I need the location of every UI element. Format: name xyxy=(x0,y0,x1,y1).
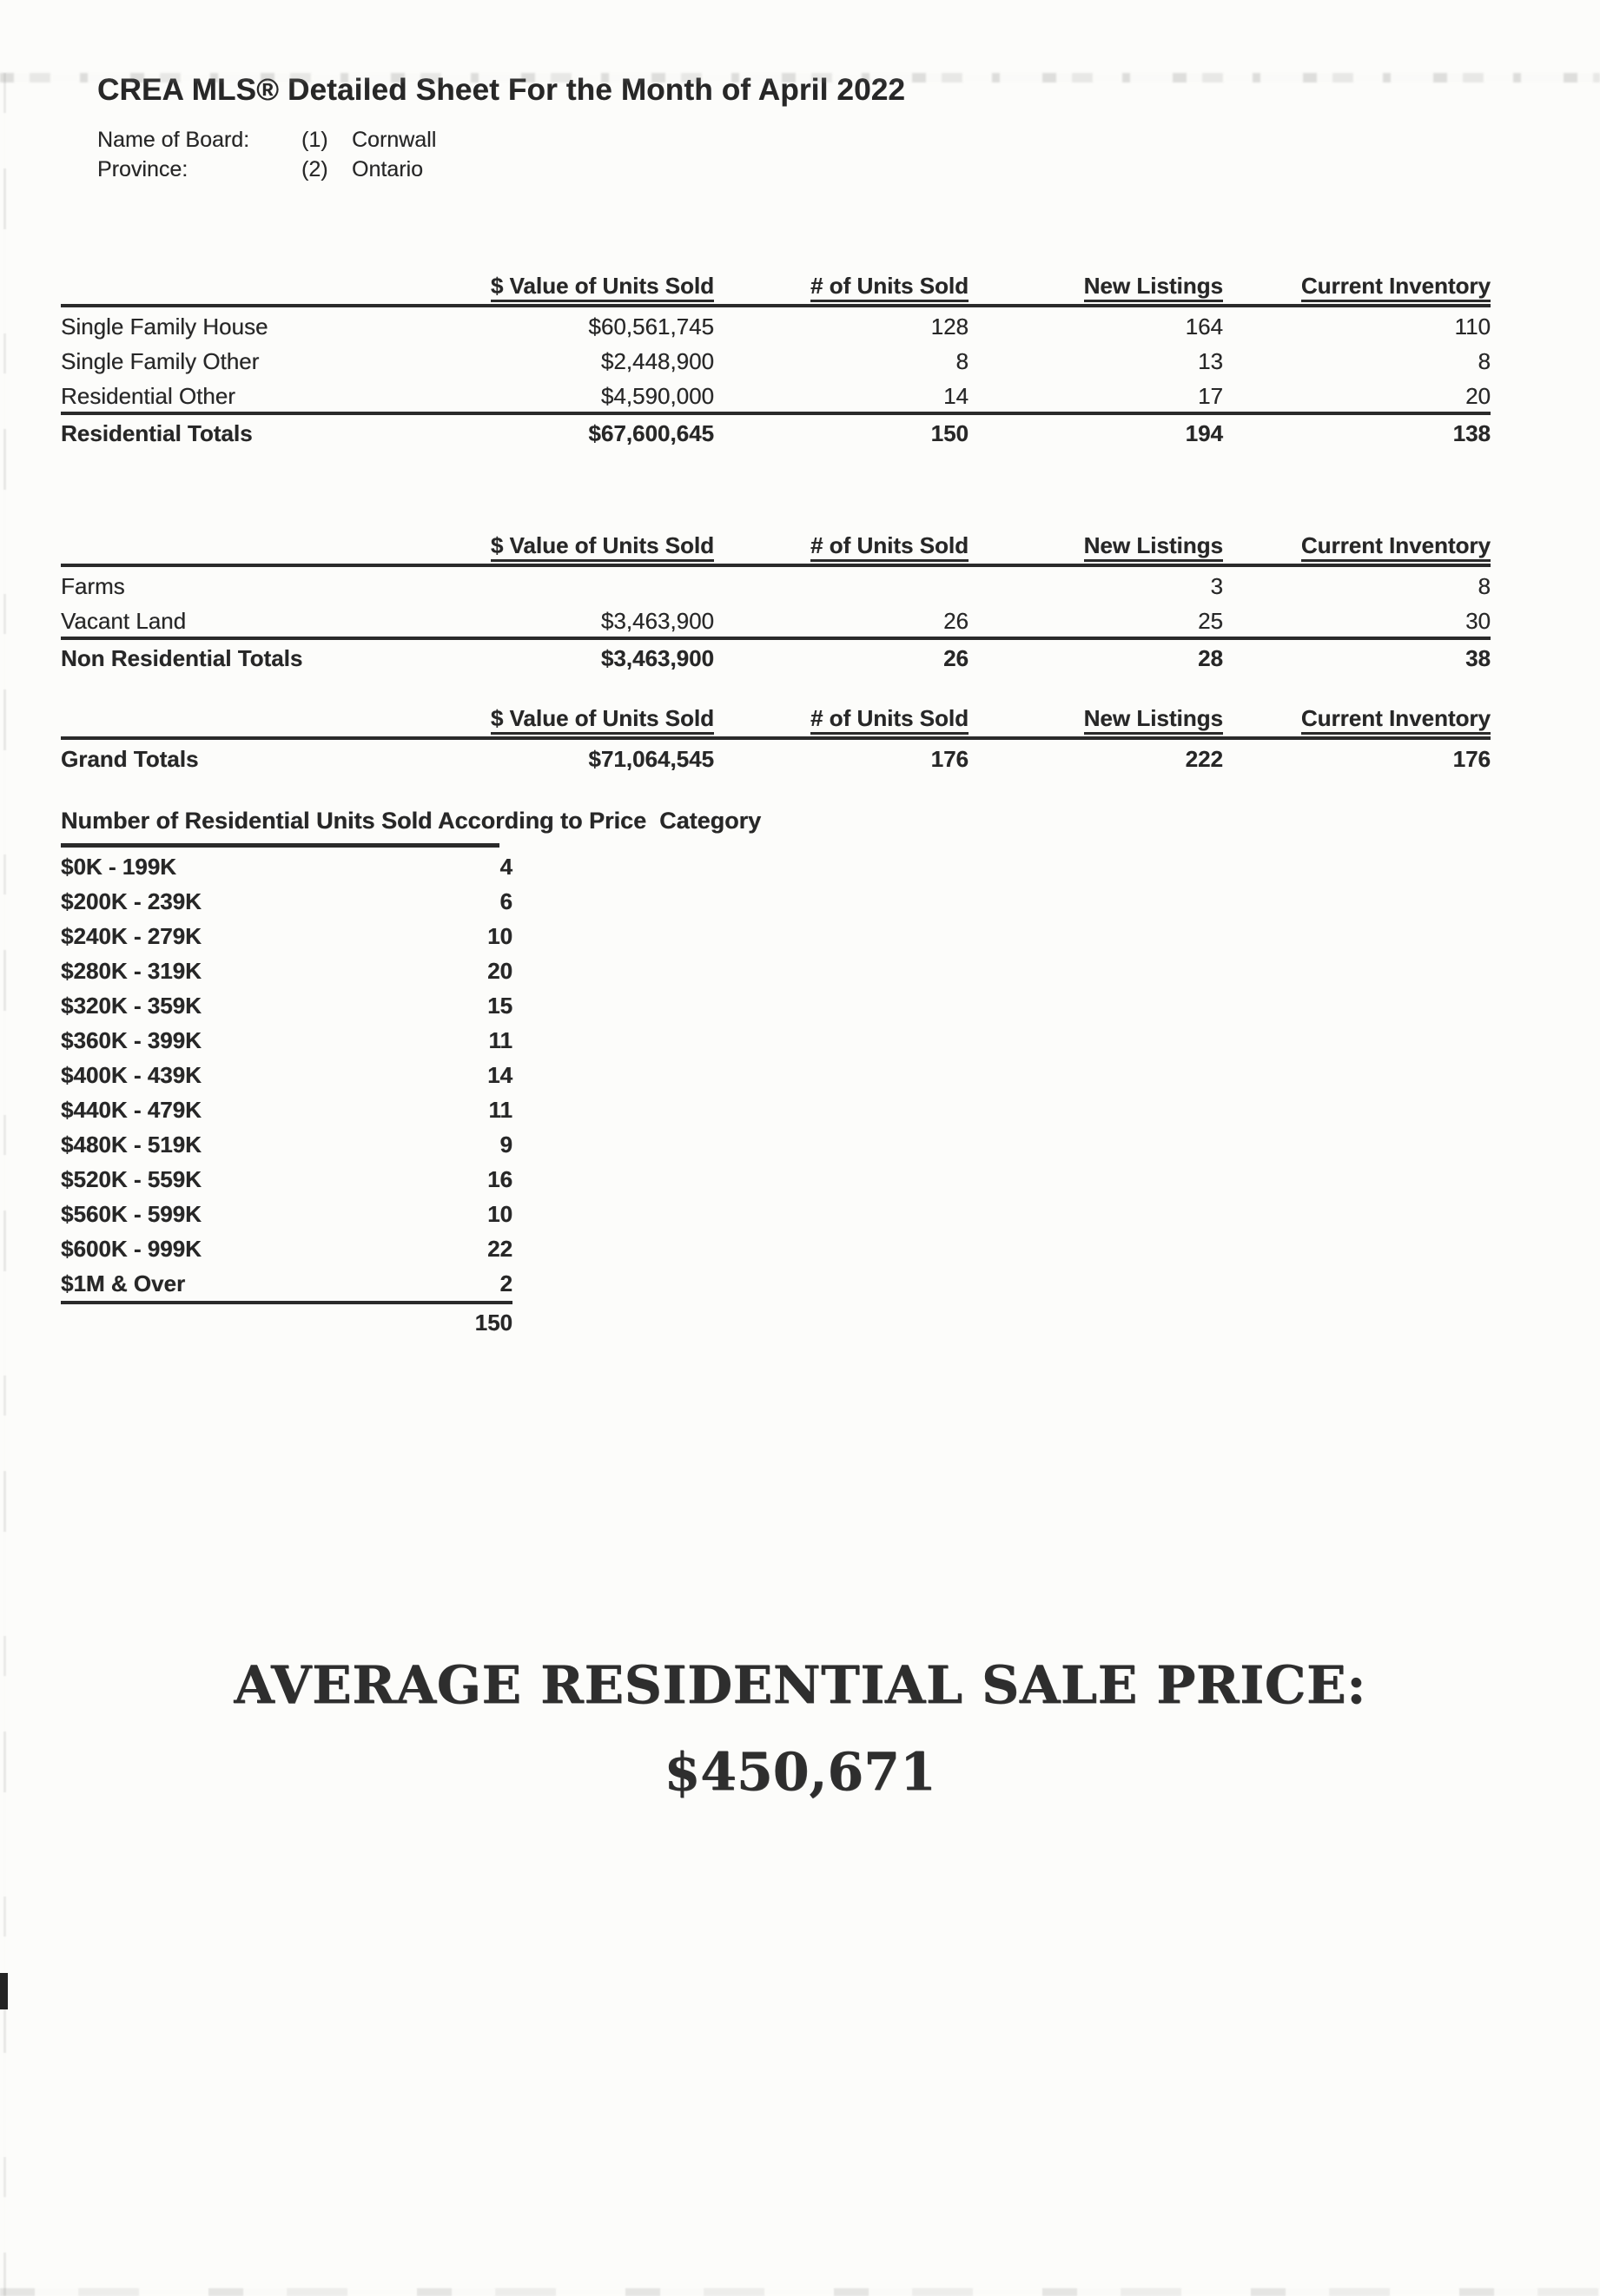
price-count: 15 xyxy=(487,993,512,1019)
empty-header-cell xyxy=(61,705,460,738)
price-row xyxy=(61,1127,512,1162)
average-price-value: $450,671 xyxy=(664,1742,936,1803)
totals-inventory: 38 xyxy=(1223,638,1491,674)
totals-new-listings: 28 xyxy=(969,638,1223,674)
row-inventory: 110 xyxy=(1454,313,1491,340)
province-number: (2) xyxy=(301,157,328,181)
row-units: 14 xyxy=(943,383,969,409)
row-new-listings: 164 xyxy=(1185,313,1223,340)
column-header-inventory: Current Inventory xyxy=(1223,532,1491,565)
price-row xyxy=(61,1231,512,1266)
price-category-title: Number of Residential Units Sold According to Price Category xyxy=(61,808,762,834)
price-count: 2 xyxy=(499,1270,512,1296)
row-new-listings: 3 xyxy=(1210,573,1223,599)
province-label: Province: xyxy=(97,157,188,181)
price-count: 22 xyxy=(487,1236,512,1262)
table-row xyxy=(61,602,1491,638)
price-category-table xyxy=(61,849,512,1340)
page-title: CREA MLS® Detailed Sheet For the Month of April 2022 xyxy=(97,73,906,107)
price-category-rule xyxy=(61,843,499,848)
price-count: 10 xyxy=(487,1201,512,1227)
totals-value: $67,600,645 xyxy=(460,413,714,449)
row-value: $2,448,900 xyxy=(600,348,714,374)
table-row xyxy=(61,306,1491,342)
table-row xyxy=(61,377,1491,413)
price-count: 11 xyxy=(488,1027,512,1053)
row-inventory: 8 xyxy=(1478,573,1491,599)
column-header-new-listings: New Listings xyxy=(969,273,1223,306)
board-value: Cornwall xyxy=(352,128,437,152)
row-value: $3,463,900 xyxy=(600,608,714,634)
table-row xyxy=(61,342,1491,377)
price-row xyxy=(61,1162,512,1197)
row-units: 128 xyxy=(930,313,969,340)
column-header-new-listings: New Listings xyxy=(969,705,1223,738)
price-range: $480K - 519K xyxy=(61,1132,202,1158)
row-label: Residential Other xyxy=(61,383,235,409)
row-label: Single Family Other xyxy=(61,348,260,374)
price-range: $440K - 479K xyxy=(61,1097,202,1123)
price-range: $400K - 439K xyxy=(61,1062,202,1088)
residential-totals-row xyxy=(61,413,1491,449)
price-range: $600K - 999K xyxy=(61,1236,202,1262)
price-range: $320K - 359K xyxy=(61,993,202,1019)
price-total-spacer xyxy=(61,1303,321,1340)
grand-totals-table xyxy=(61,705,1491,775)
column-header-units: # of Units Sold xyxy=(714,705,969,738)
row-inventory: 8 xyxy=(1478,348,1491,374)
average-price-label: AVERAGE RESIDENTIAL SALE PRICE: xyxy=(234,1655,1366,1716)
scan-edge-mark xyxy=(0,1973,8,2009)
row-value: $4,590,000 xyxy=(600,383,714,409)
price-count: 11 xyxy=(488,1097,512,1123)
price-count: 16 xyxy=(487,1166,512,1192)
grand-totals-row xyxy=(61,738,1491,775)
price-row xyxy=(61,1058,512,1092)
price-row xyxy=(61,1023,512,1058)
price-row xyxy=(61,953,512,988)
totals-new-listings: 194 xyxy=(969,413,1223,449)
price-range: $520K - 559K xyxy=(61,1166,202,1192)
price-row xyxy=(61,1266,512,1303)
document-page xyxy=(0,73,1600,1340)
row-new-listings: 25 xyxy=(1198,608,1223,634)
scan-noise-left-edge xyxy=(3,73,6,2296)
price-count: 14 xyxy=(487,1062,512,1088)
price-count: 20 xyxy=(487,958,512,984)
totals-label: Non Residential Totals xyxy=(61,638,460,674)
average-price-block xyxy=(0,1655,1600,1803)
row-new-listings: 17 xyxy=(1198,383,1223,409)
row-label: Single Family House xyxy=(61,313,268,340)
row-value xyxy=(460,565,714,602)
board-row xyxy=(97,125,1600,155)
totals-units: 176 xyxy=(930,746,969,772)
column-header-value: $ Value of Units Sold xyxy=(460,273,714,306)
province-row xyxy=(97,155,1600,184)
board-info xyxy=(97,125,1600,184)
price-row xyxy=(61,884,512,919)
price-row xyxy=(61,1197,512,1231)
empty-header-cell xyxy=(61,532,460,565)
non-residential-header-row xyxy=(61,532,1491,565)
totals-value: $3,463,900 xyxy=(460,638,714,674)
totals-new-listings: 222 xyxy=(1185,746,1223,772)
price-count: 10 xyxy=(487,923,512,949)
province-value: Ontario xyxy=(352,157,423,181)
table-row xyxy=(61,565,1491,602)
non-residential-totals-row xyxy=(61,638,1491,674)
row-value: $60,561,745 xyxy=(588,313,714,340)
price-range: $280K - 319K xyxy=(61,958,202,984)
scan-noise-bottom xyxy=(0,2288,1600,2296)
row-units: 26 xyxy=(943,608,969,634)
price-row xyxy=(61,988,512,1023)
price-range: $360K - 399K xyxy=(61,1027,202,1053)
price-range: $560K - 599K xyxy=(61,1201,202,1227)
grand-header-row xyxy=(61,705,1491,738)
totals-label: Grand Totals xyxy=(61,746,199,772)
price-row xyxy=(61,919,512,953)
empty-header-cell xyxy=(61,273,460,306)
column-header-units: # of Units Sold xyxy=(714,273,969,306)
non-residential-table xyxy=(61,532,1491,674)
price-total-row xyxy=(61,1303,512,1340)
row-units xyxy=(714,565,969,602)
price-row xyxy=(61,1092,512,1127)
residential-header-row xyxy=(61,273,1491,306)
row-inventory: 30 xyxy=(1465,608,1491,634)
column-header-inventory: Current Inventory xyxy=(1223,705,1491,738)
row-units: 8 xyxy=(955,348,969,374)
price-count: 6 xyxy=(499,888,512,914)
price-count: 4 xyxy=(499,854,512,880)
column-header-inventory: Current Inventory xyxy=(1223,273,1491,306)
price-range: $1M & Over xyxy=(61,1270,186,1296)
price-count: 9 xyxy=(499,1132,512,1158)
column-header-value: $ Value of Units Sold xyxy=(460,532,714,565)
board-number: (1) xyxy=(301,128,328,152)
price-total-count: 150 xyxy=(321,1303,512,1340)
column-header-new-listings: New Listings xyxy=(969,532,1223,565)
totals-inventory: 138 xyxy=(1223,413,1491,449)
price-range: $0K - 199K xyxy=(61,854,176,880)
totals-units: 26 xyxy=(714,638,969,674)
residential-table xyxy=(61,273,1491,449)
totals-value: $71,064,545 xyxy=(588,746,714,772)
totals-inventory: 176 xyxy=(1452,746,1491,772)
price-range: $240K - 279K xyxy=(61,923,202,949)
row-label: Vacant Land xyxy=(61,608,187,634)
board-label: Name of Board: xyxy=(97,128,250,152)
row-label: Farms xyxy=(61,573,125,599)
totals-label: Residential Totals xyxy=(61,413,460,449)
column-header-value: $ Value of Units Sold xyxy=(460,705,714,738)
row-new-listings: 13 xyxy=(1198,348,1223,374)
row-inventory: 20 xyxy=(1465,383,1491,409)
price-range: $200K - 239K xyxy=(61,888,202,914)
column-header-units: # of Units Sold xyxy=(714,532,969,565)
scan-noise-top xyxy=(0,73,1600,82)
price-row xyxy=(61,849,512,884)
totals-units: 150 xyxy=(714,413,969,449)
